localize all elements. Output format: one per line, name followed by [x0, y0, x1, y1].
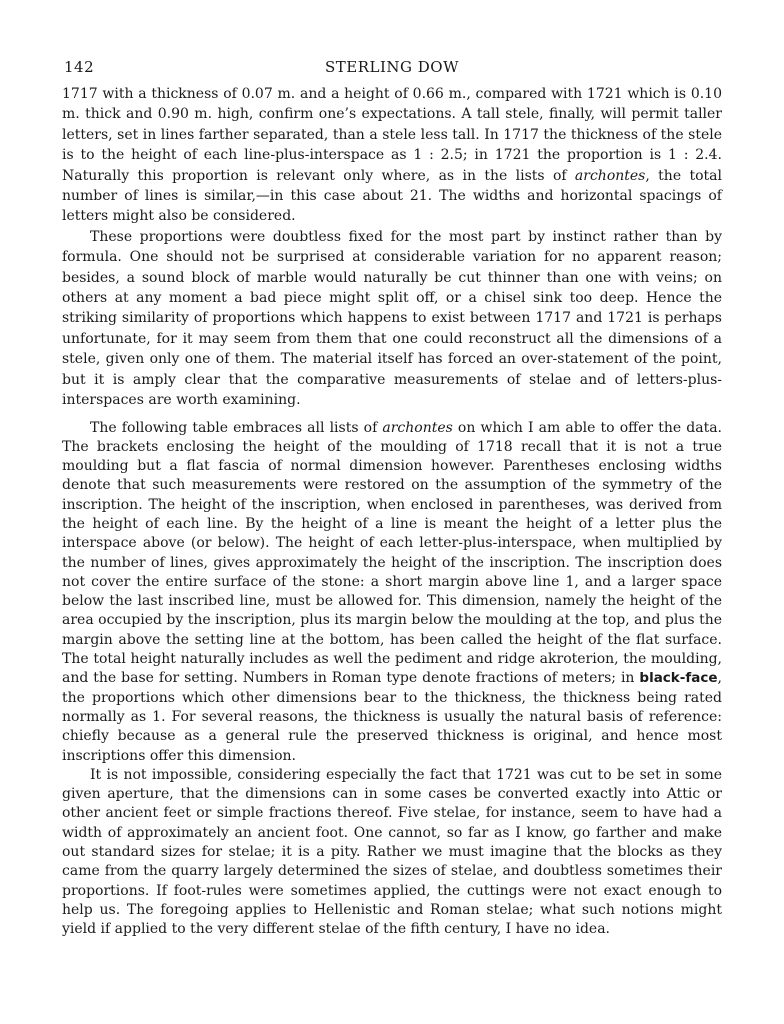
- paragraph-3: [62, 419, 722, 766]
- paragraph-1-text-b: , the total number of lines is similar,—in this case about 21. The widths and horizontal spacings of letters might also be considered.: [62, 167, 722, 225]
- paragraph-1: [62, 84, 722, 227]
- running-title: STERLING DOW: [324, 58, 460, 76]
- page-number: 142: [64, 58, 95, 76]
- page: [62, 58, 722, 998]
- paragraph-3-text-b: on which I am able to offer the data. The brackets enclosing the height of the moulding of 1718 recall that it is not a true moulding but a flat fascia of normal dimension however. Parentheses enclosing widths denote that such measurements were restored on the assumption of the symmetry of the inscription. The height of the inscription, when enclosed in parentheses, was derived from the height of each line. By the height of a line is meant the height of a letter plus the interspace above (or below). The height of each letter-plus-interspace, when multiplied by the number of lines, gives approximately the height of the inscription. The inscription does not cover the entire surface of the stone: a short margin above line 1, and a larger space below the last inscribed line, must be allowed for. This dimension, namely the height of the area occupied by the inscription, plus its margin below the moulding at the top, and plus the margin above the setting line at the bottom, has been called the height of the flat surface. The total height naturally includes as well the pediment and ridge akroterion, the moulding, and the base for setting. Numbers in Roman type denote fractions of meters; in: [62, 419, 722, 687]
- paragraph-2: These proportions were doubtless fixed for the most part by instinct rather than by formula. One should not be surprised at considerable variation for no apparent reason; besides, a sound block of marble would naturally be cut thinner than one with veins; on others at any moment a bad piece might split off, or a chisel sink too deep. Hence the striking similarity of proportions which happens to exist between 1717 and 1721 is perhaps unfortunate, for it may seem from them that one could reconstruct all the dimensions of a stele, given only one of them. The material itself has forced an over-statement of the point, but it is amply clear that the comparative measurements of stelae and of letters-plus-interspaces are worth examining.: [62, 228, 722, 409]
- paragraph-3-text-a: The following table embraces all lists of: [90, 419, 383, 436]
- paragraph-3-black-face: black-face: [639, 670, 718, 687]
- paragraph-1-italic-archontes: archontes: [574, 167, 646, 184]
- running-header: [62, 58, 722, 84]
- paragraph-3-italic-archontes: archontes: [382, 419, 453, 436]
- paragraph-3-text-c: , the proportions which other dimensions bear to the thickness, the thickness being rated normally as 1. For several reasons, the thickness is usually the natural basis of reference: chiefly because as a general rule the preserved thickness is original, and hence most inscriptions offer this dimension.: [62, 670, 722, 764]
- paragraph-4: It is not impossible, considering especially the fact that 1721 was cut to be set in some given aperture, that the dimensions can in some cases be converted exactly into Attic or other ancient feet or simple fractions thereof. Five stelae, for instance, seem to have had a width of approximately an ancient foot. One cannot, so far as I know, go farther and make out standard sizes for stelae; it is a pity. Rather we must imagine that the blocks as they came from the quarry largely determined the sizes of stelae, and doubtless sometimes their proportions. If foot-rules were sometimes applied, the cuttings were not exact enough to help us. The foregoing applies to Hellenistic and Roman stelae; what such notions might yield if applied to the very different stelae of the fifth century, I have no idea.: [62, 766, 722, 938]
- paragraph-1-text-a: 1717 with a thickness of 0.07 m. and a height of 0.66 m., compared with 1721 which is 0.10 m. thick and 0.90 m. high, confirm one’s expectations. A tall stele, finally, will permit taller letters, set in lines farther separated, than a stele less tall. In 1717 the thickness of the stele is to the height of each line-plus-interspace as 1 : 2.5; in 1721 the proportion is 1 : 2.4. Naturally this proportion is relevant only where, as in the lists of: [62, 86, 722, 184]
